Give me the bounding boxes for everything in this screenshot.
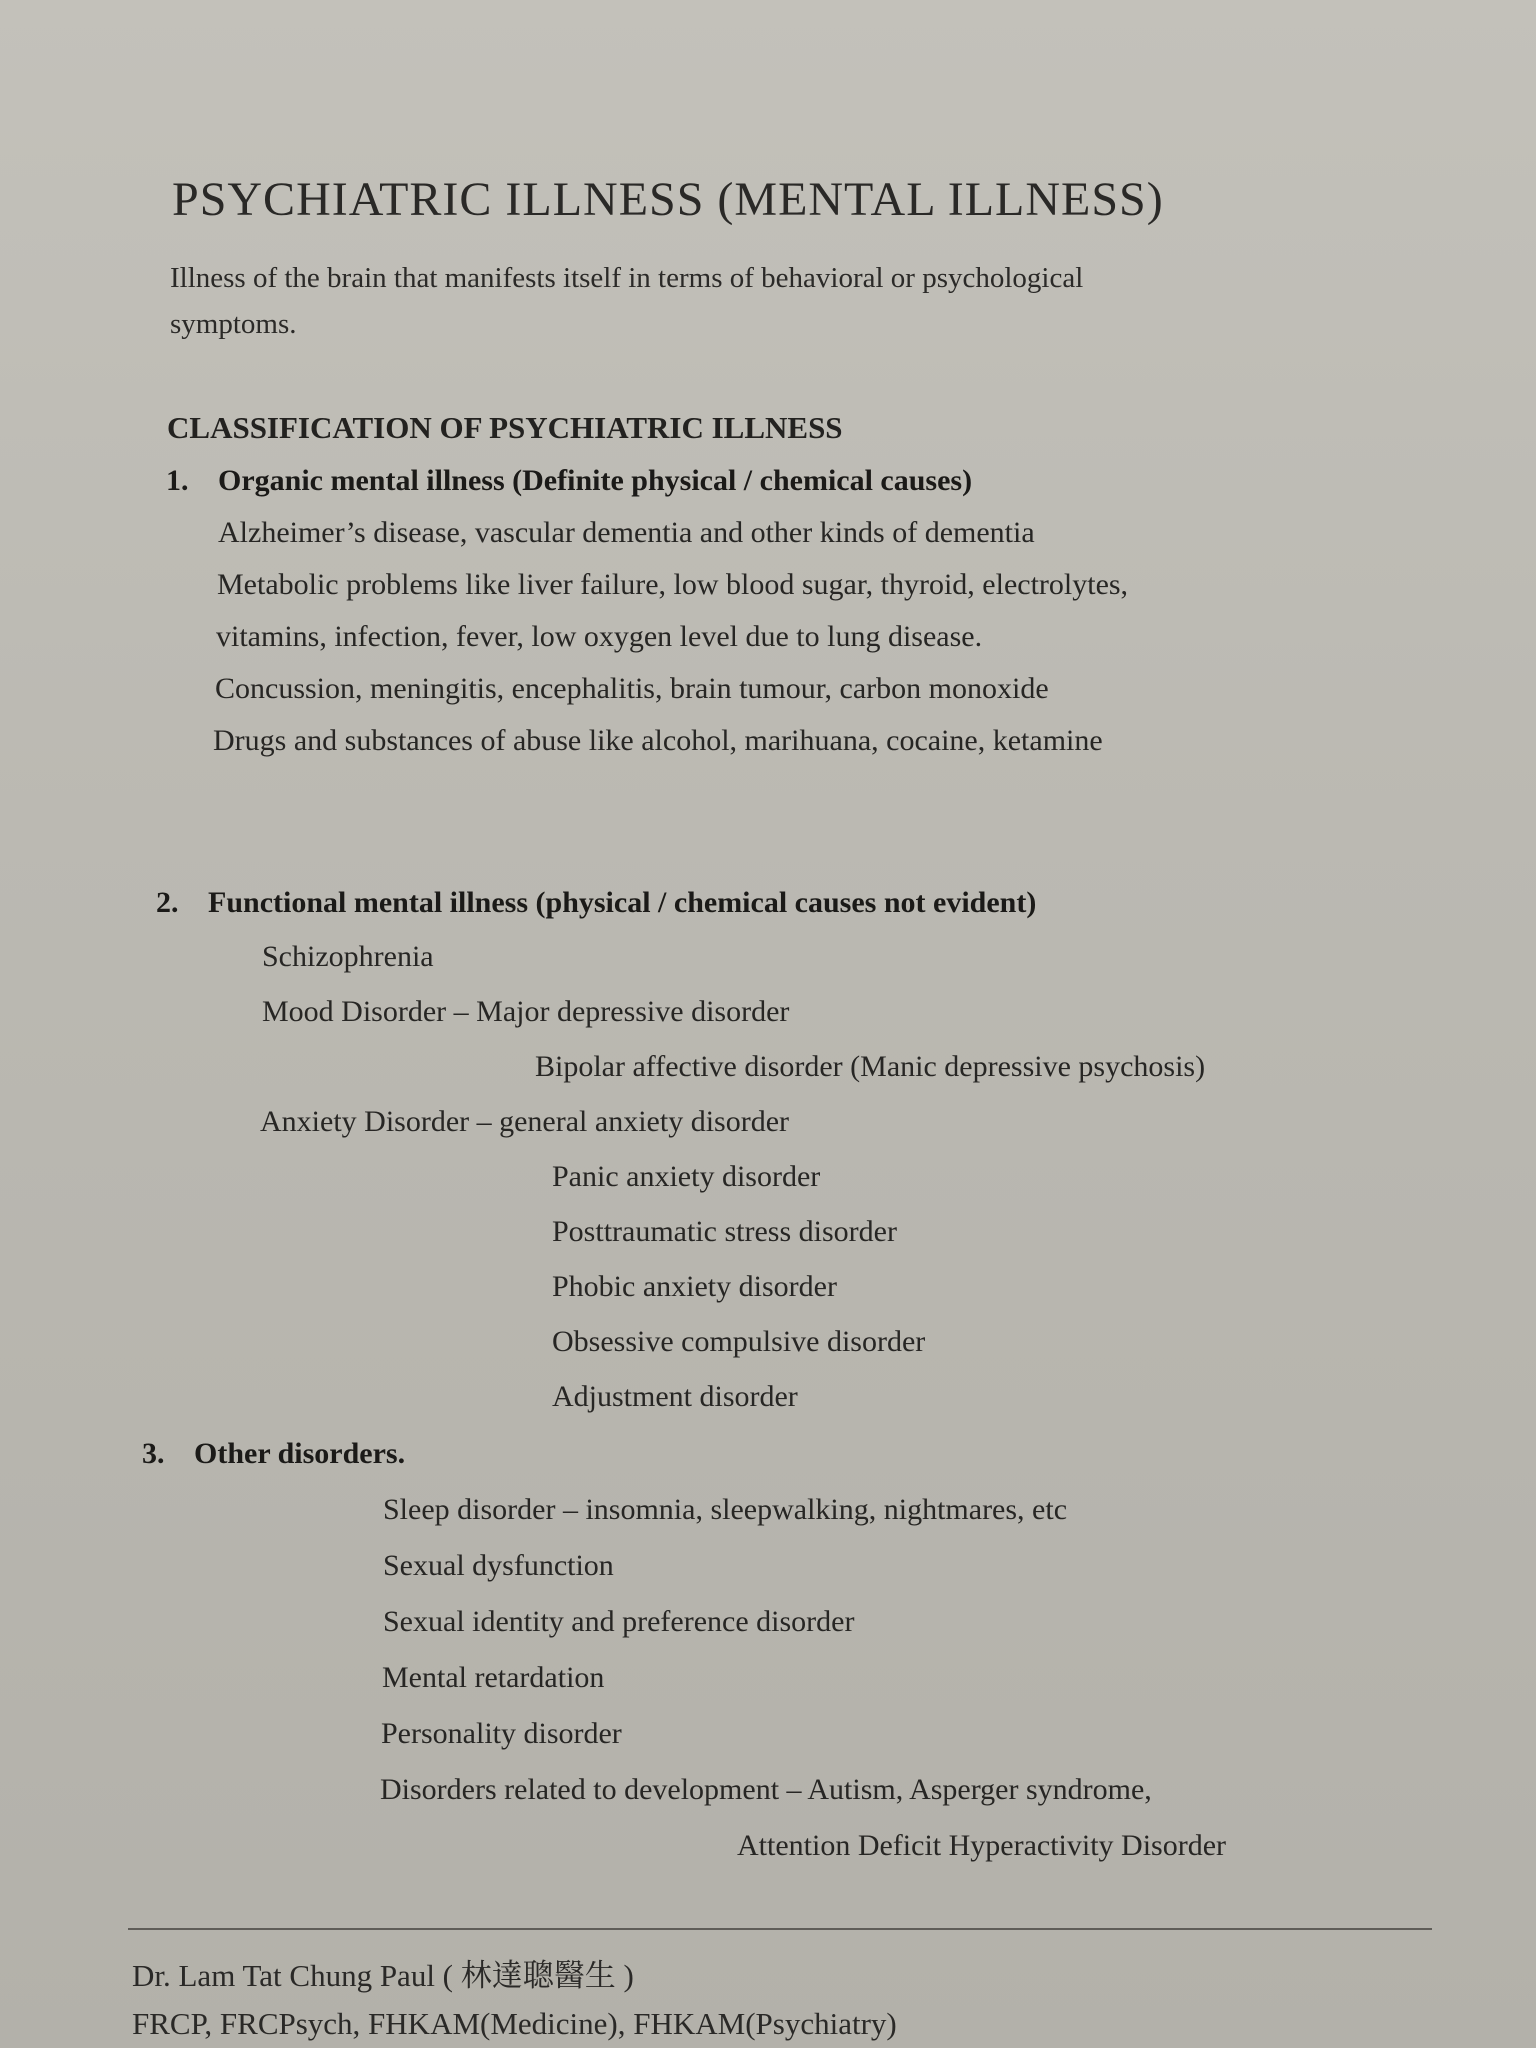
- section-1-item: Metabolic problems like liver failure, low blood sugar, thyroid, electrolytes,: [217, 568, 1129, 601]
- page-title: PSYCHIATRIC ILLNESS (MENTAL ILLNESS): [172, 173, 1164, 226]
- section-1-heading: [166, 464, 972, 498]
- section-3-number: 3.: [142, 1437, 165, 1470]
- section-2-number: 2.: [156, 886, 179, 919]
- author-name: Dr. Lam Tat Chung Paul ( 林達聰醫生 ): [132, 1958, 634, 1993]
- anxiety-subitem: Adjustment disorder: [552, 1380, 798, 1413]
- anxiety-subitem: Posttraumatic stress disorder: [552, 1215, 897, 1248]
- classification-heading: CLASSIFICATION OF PSYCHIATRIC ILLNESS: [167, 410, 843, 445]
- section-3-item: Mental retardation: [382, 1661, 605, 1694]
- section-3-item: Sexual dysfunction: [383, 1549, 614, 1582]
- intro-line-2: symptoms.: [170, 308, 297, 340]
- section-1-title: Organic mental illness (Definite physical / chemical causes): [218, 464, 973, 497]
- schizophrenia-item: Schizophrenia: [262, 940, 434, 973]
- section-1-item: vitamins, infection, fever, low oxygen level due to lung disease.: [216, 620, 983, 653]
- section-1-item: Alzheimer’s disease, vascular dementia and other kinds of dementia: [218, 516, 1035, 549]
- section-3-item: Sexual identity and preference disorder: [383, 1605, 855, 1638]
- section-1-number: 1.: [166, 464, 189, 497]
- anxiety-subitem: Obsessive compulsive disorder: [552, 1325, 926, 1358]
- mood-disorder-item: Mood Disorder – Major depressive disorder: [262, 995, 790, 1028]
- section-1-item: Concussion, meningitis, encephalitis, brain tumour, carbon monoxide: [215, 672, 1049, 705]
- section-3-item: Personality disorder: [381, 1717, 622, 1750]
- section-3-item: Sleep disorder – insomnia, sleepwalking, nightmares, etc: [383, 1493, 1068, 1526]
- section-2-title: Functional mental illness (physical / chemical causes not evident): [208, 886, 1037, 919]
- intro-line-1: Illness of the brain that manifests itself in terms of behavioral or psychological: [170, 262, 1084, 294]
- section-3-item: Disorders related to development – Autism, Asperger syndrome,: [380, 1773, 1152, 1806]
- mood-disorder-subitem: Bipolar affective disorder (Manic depressive psychosis): [535, 1050, 1206, 1083]
- anxiety-subitem: Panic anxiety disorder: [552, 1160, 821, 1193]
- section-3-continuation: Attention Deficit Hyperactivity Disorder: [737, 1829, 1227, 1862]
- section-1-item: Drugs and substances of abuse like alcohol, marihuana, cocaine, ketamine: [213, 724, 1103, 757]
- anxiety-disorder-item: Anxiety Disorder – general anxiety disorder: [260, 1105, 789, 1138]
- section-3-heading: [142, 1437, 405, 1471]
- anxiety-subitem: Phobic anxiety disorder: [552, 1270, 837, 1303]
- author-credentials: FRCP, FRCPsych, FHKAM(Medicine), FHKAM(Psychiatry): [132, 2006, 897, 2041]
- section-2-heading: [156, 886, 1036, 920]
- footer-divider: [128, 1928, 1432, 1930]
- section-3-title: Other disorders.: [194, 1437, 406, 1470]
